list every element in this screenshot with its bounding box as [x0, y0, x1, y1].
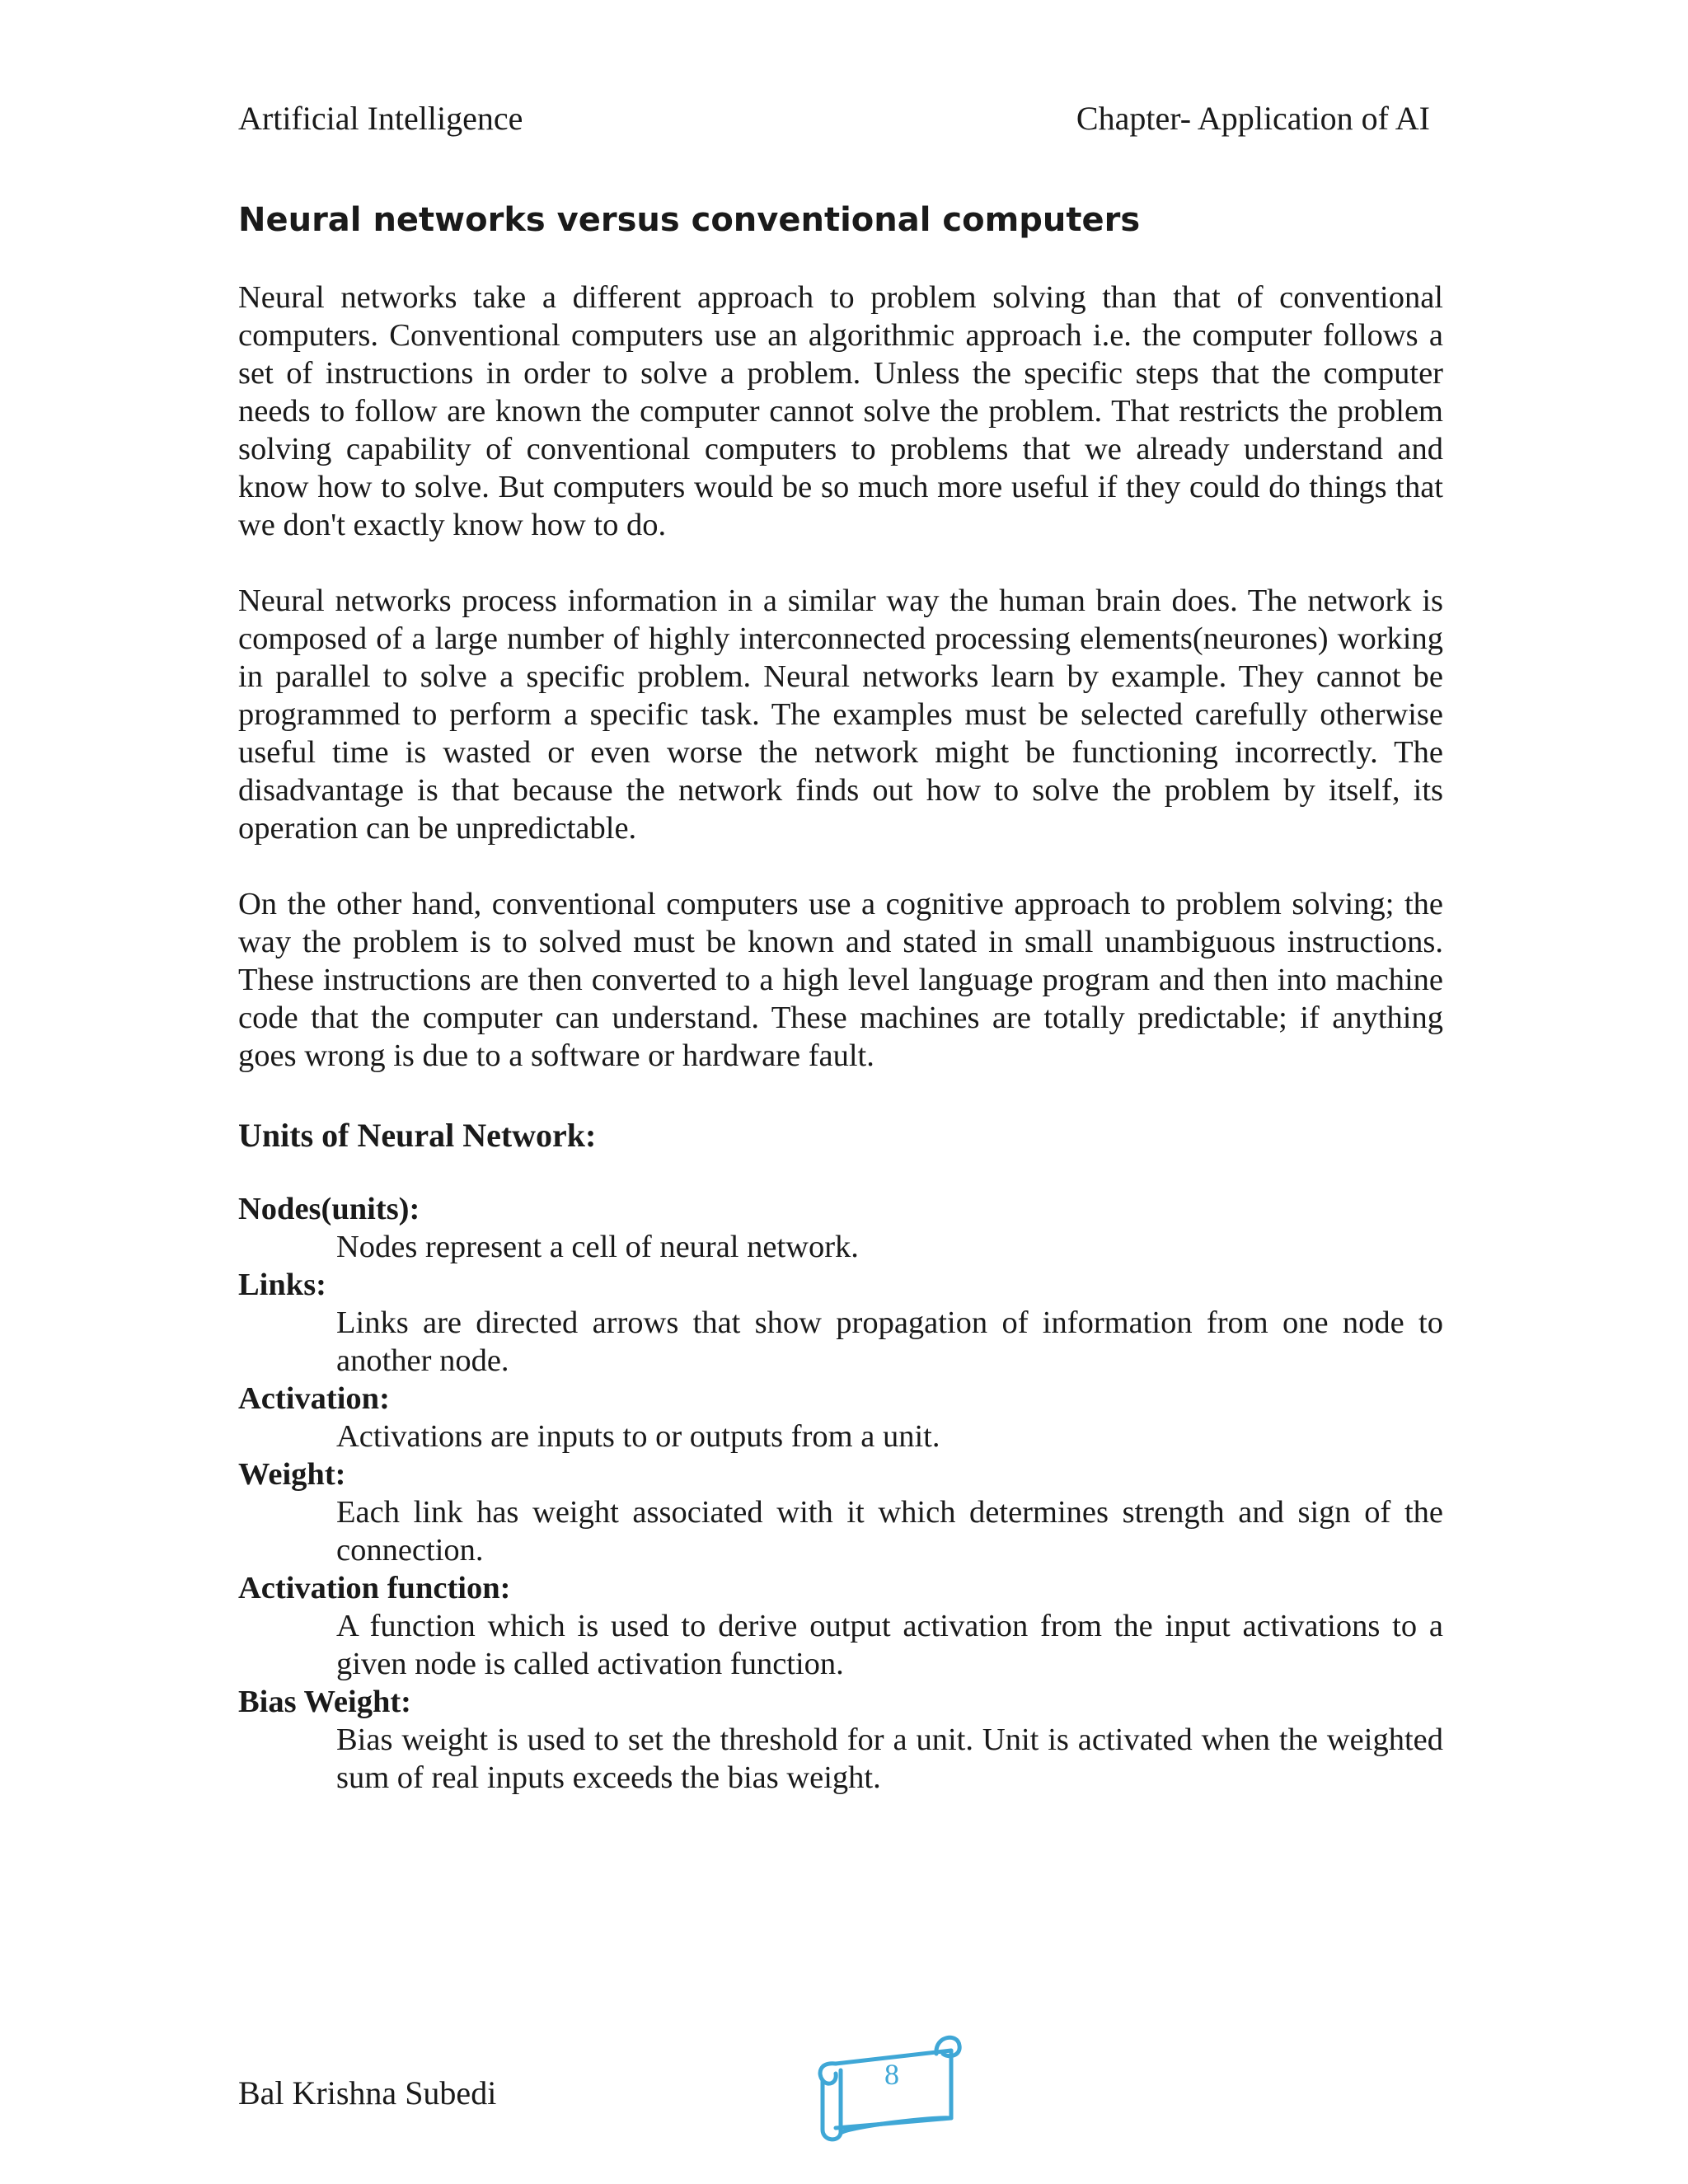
unit-item-activation — [238, 1380, 1443, 1455]
unit-definition: Nodes represent a cell of neural network. — [336, 1230, 859, 1264]
unit-term: Activation function: — [238, 1571, 511, 1605]
paragraph-3: On the other hand, conventional computers use a cognitive approach to problem solving; the way the problem is to solved must be known and stated in small unambiguous instructions. These instructions are then converted to a high level language program and then into machine code that the computer can understand. These machines are totally predictable; if anything goes wrong is due to a software or hardware fault. — [238, 887, 1443, 1073]
unit-definition: Links are directed arrows that show propagation of information from one node to another node. — [336, 1305, 1443, 1378]
unit-definition: Activations are inputs to or outputs from a unit. — [336, 1419, 940, 1454]
unit-definition: Bias weight is used to set the threshold for a unit. Unit is activated when the weighted sum of real inputs exceeds the bias weight. — [336, 1722, 1443, 1795]
units-heading: Units of Neural Network: — [238, 1117, 597, 1154]
unit-term: Links: — [238, 1268, 327, 1302]
unit-term: Bias Weight: — [238, 1685, 412, 1719]
unit-item-links — [238, 1266, 1443, 1380]
paragraph-1: Neural networks take a different approach to problem solving than that of conventional computers. Conventional computers use an algorithmic approach i.e. the computer follows a set of instructions in order to solve a problem. Unless the specific steps that the computer needs to follow are known the computer cannot solve the problem. That restricts the problem solving capability of conventional computers to problems that we already understand and know how to solve. But computers would be so much more useful if they could do things that we don't exactly know how to do. — [238, 280, 1443, 542]
unit-term: Activation: — [238, 1381, 390, 1416]
unit-item-activation-function — [238, 1569, 1443, 1683]
unit-item-bias-weight — [238, 1683, 1443, 1797]
unit-item-weight — [238, 1455, 1443, 1569]
footer-author: Bal Krishna Subedi — [238, 2074, 497, 2111]
page-title: Neural networks versus conventional computers — [238, 201, 1141, 239]
units-list — [238, 1190, 1443, 1797]
page-number: 8 — [884, 2058, 899, 2091]
paragraph-2: Neural networks process information in a similar way the human brain does. The network is composed of a large number of highly interconnected processing elements(neurones) working in parallel to solve a specific problem. Neural networks learn by example. They cannot be programmed to perform a specific task. The examples must be selected carefully otherwise useful time is wasted or even worse the network might be functioning incorrectly. The disadvantage is that because the network finds out how to solve the problem by itself, its operation can be unpredictable. — [238, 583, 1443, 846]
header-title-left: Artificial Intelligence — [238, 100, 523, 137]
unit-term: Nodes(units): — [238, 1192, 420, 1226]
unit-definition: Each link has weight associated with it which determines strength and sign of the connection. — [336, 1495, 1443, 1568]
header-chapter-right: Chapter- Application of AI — [1076, 100, 1430, 137]
unit-term: Weight: — [238, 1457, 346, 1492]
unit-item-nodes — [238, 1190, 1443, 1266]
unit-definition: A function which is used to derive output activation from the input activations to a given node is called activation function. — [336, 1609, 1443, 1681]
